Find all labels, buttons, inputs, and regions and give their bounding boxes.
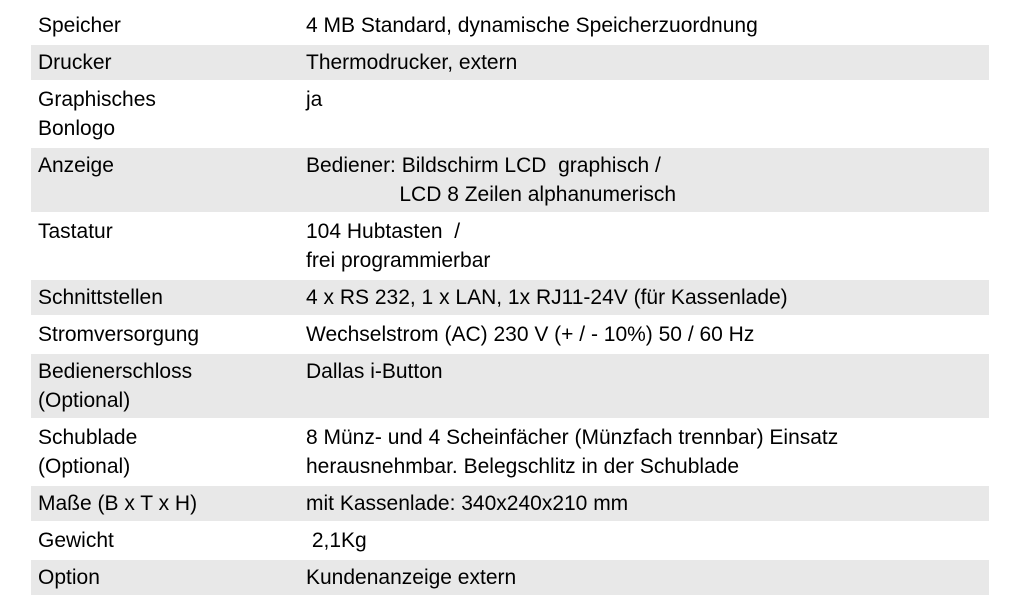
- row-value: Dallas i-Button: [306, 354, 989, 420]
- table-row: [31, 8, 989, 45]
- row-value: Bediener: Bildschirm LCD graphisch / LCD 8 Zeilen alphanumerisch: [306, 148, 989, 214]
- row-label: Speicher: [31, 8, 306, 45]
- row-label: Stromversorgung: [31, 317, 306, 354]
- row-value: Wechselstrom (AC) 230 V (+ / - 10%) 50 / 60 Hz: [306, 317, 989, 354]
- row-label: Maße (B x T x H): [31, 486, 306, 523]
- table-row: [31, 280, 989, 317]
- row-value: 8 Münz- und 4 Scheinfächer (Münzfach trennbar) Einsatz herausnehmbar. Belegschlitz in der Schublade: [306, 420, 989, 486]
- row-label: Graphisches Bonlogo: [31, 82, 306, 148]
- row-value: mit Kassenlade: 340x240x210 mm: [306, 486, 989, 523]
- row-label: Drucker: [31, 45, 306, 82]
- row-value: 4 x RS 232, 1 x LAN, 1x RJ11-24V (für Kassenlade): [306, 280, 989, 317]
- row-value: ja: [306, 82, 989, 148]
- row-label: Schublade (Optional): [31, 420, 306, 486]
- row-label: Bedienerschloss (Optional): [31, 354, 306, 420]
- row-label: Anzeige: [31, 148, 306, 214]
- row-label: Tastatur: [31, 214, 306, 280]
- row-value: 4 MB Standard, dynamische Speicherzuordnung: [306, 8, 989, 45]
- row-value: 2,1Kg: [306, 523, 989, 560]
- table-row: [31, 523, 989, 560]
- row-label: Option: [31, 560, 306, 597]
- table-row: [31, 148, 989, 214]
- spec-table: [31, 8, 989, 597]
- table-row: [31, 45, 989, 82]
- row-value: Kundenanzeige extern: [306, 560, 989, 597]
- row-value: Thermodrucker, extern: [306, 45, 989, 82]
- table-row: [31, 486, 989, 523]
- table-row: [31, 317, 989, 354]
- table-row: [31, 420, 989, 486]
- row-label: Gewicht: [31, 523, 306, 560]
- table-row: [31, 82, 989, 148]
- table-row: [31, 354, 989, 420]
- table-row: [31, 214, 989, 280]
- row-value: 104 Hubtasten / frei programmierbar: [306, 214, 989, 280]
- row-label: Schnittstellen: [31, 280, 306, 317]
- table-row: [31, 560, 989, 597]
